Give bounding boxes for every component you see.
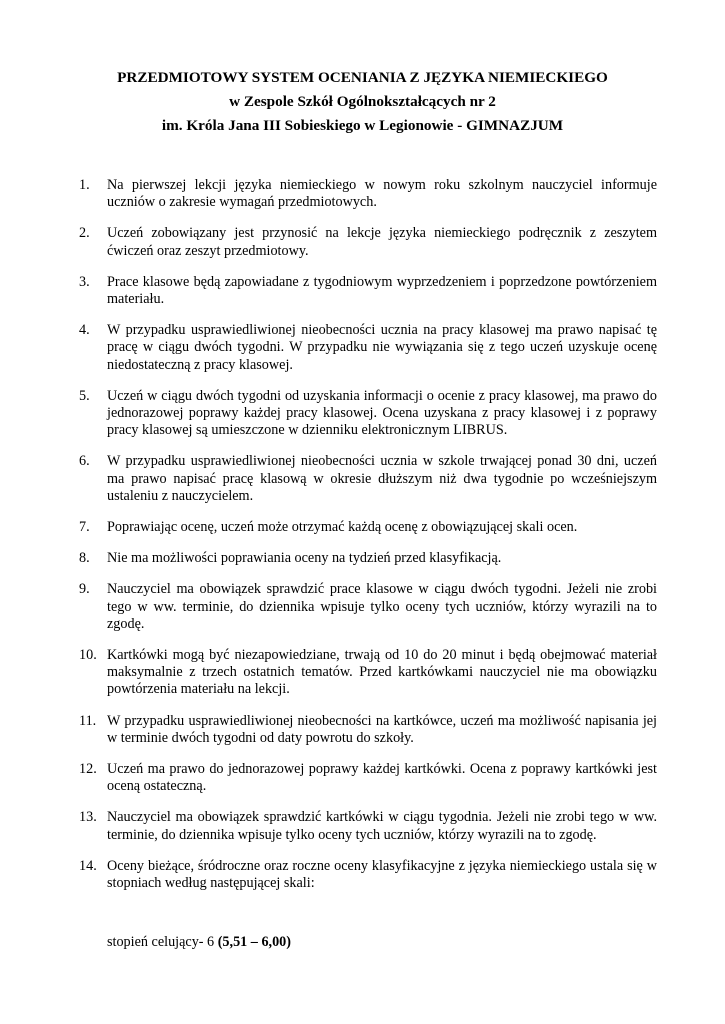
rule-item-14 [79, 858, 657, 892]
rule-item-5 [79, 388, 657, 440]
title-line-1: PRZEDMIOTOWY SYSTEM OCENIANIA Z JĘZYKA NIEMIECKIEGO [117, 69, 608, 86]
rule-item-13 [79, 809, 657, 843]
rule-text: Nauczyciel ma obowiązek sprawdzić prace klasowe w ciągu dwóch tygodni. Jeżeli nie zrobi tego w ww. terminie, do dziennika wpisuje tylko oceny tych uczniów, którzy wyrazili na to zgodę. [107, 581, 657, 632]
grade-label: stopień celujący- 6 [107, 934, 218, 950]
rule-number: 10. [79, 647, 97, 664]
rule-text: Uczeń ma prawo do jednorazowej poprawy każdej kartkówki. Ocena z poprawy kartkówki jest oceną ostateczną. [107, 761, 657, 795]
grade-range: (5,51 – 6,00) [217, 934, 291, 950]
rule-number: 1. [79, 177, 90, 193]
rules-list [79, 177, 657, 906]
rule-text: Oceny bieżące, śródroczne oraz roczne oceny klasyfikacyjne z języka niemieckiego ustala się w stopniach według następującej skali: [107, 857, 657, 892]
rule-number: 9. [79, 581, 90, 598]
rule-item-9 [79, 581, 657, 633]
rule-text: Nauczyciel ma obowiązek sprawdzić kartkówki w ciągu tygodnia. Jeżeli nie zrobi tego w ww. terminie, do dziennika wpisuje tylko oceny tych uczniów, którzy wyrazili na to zgodę. [107, 809, 657, 843]
rule-number: 5. [79, 387, 90, 404]
rule-text: Kartkówki mogą być niezapowiedziane, trwają od 10 do 20 minut i będą obejmować materiał maksymalnie z trzech ostatnich tematów. Przed kartkówkami nauczyciel nie ma obowiązku powtórzenia materiału na lekcji. [107, 647, 657, 698]
rule-item-3 [79, 274, 657, 308]
grade-scale-entry [107, 934, 291, 951]
rule-text: Uczeń w ciągu dwóch tygodni od uzyskania informacji o ocenie z pracy klasowej, ma prawo do jednorazowej poprawy każdej pracy klasowej. Ocena uzyskana z pracy klasowej i z poprawy pracy klasowej są umieszczone w dzienniku elektronicznym LIBRUS. [107, 387, 657, 439]
rule-number: 12. [79, 761, 97, 778]
rule-text: Na pierwszej lekcji języka niemieckiego w nowym roku szkolnym nauczyciel informuje uczniów o zakresie wymagań przedmiotowych. [107, 177, 657, 211]
rule-item-12 [79, 761, 657, 795]
rule-item-2 [79, 225, 657, 259]
rule-item-6 [79, 453, 657, 505]
rule-text: Poprawiając ocenę, uczeń może otrzymać każdą ocenę z obowiązującej skali ocen. [107, 519, 578, 536]
rule-item-8 [79, 550, 657, 567]
rule-number: 11. [79, 712, 97, 729]
rule-number: 7. [79, 519, 90, 536]
rule-text: W przypadku usprawiedliwionej nieobecności ucznia na pracy klasowej ma prawo napisać tę pracę w ciągu dwóch tygodni. W przypadku nie wywiązania się z tego uczeń uzyskuje ocenę niedostateczną z pracy klasowej. [107, 322, 657, 373]
rule-text: Uczeń zobowiązany jest przynosić na lekcje języka niemieckiego podręcznik z zeszytem ćwiczeń oraz zeszyt przedmiotowy. [107, 225, 657, 259]
title-line-3: im. Króla Jana III Sobieskiego w Legionowie - GIMNAZJUM [161, 117, 564, 134]
rule-number: 8. [79, 550, 90, 567]
title-line-2: w Zespole Szkół Ogólnokształcących nr 2 [229, 93, 496, 110]
document-title [60, 66, 665, 138]
rule-item-7 [79, 519, 657, 536]
rule-item-4 [79, 322, 657, 374]
rule-item-11 [79, 713, 657, 747]
rule-number: 2. [79, 225, 90, 242]
rule-number: 4. [79, 322, 90, 339]
rule-number: 13. [79, 809, 97, 826]
rule-number: 3. [79, 273, 90, 290]
rule-item-1 [79, 177, 657, 211]
rule-text: W przypadku usprawiedliwionej nieobecności na kartkówce, uczeń ma możliwość napisania jej w terminie dwóch tygodni od daty powrotu do szkoły. [107, 712, 657, 746]
rule-text: W przypadku usprawiedliwionej nieobecności ucznia w szkole trwającej ponad 30 dni, uczeń ma prawo napisać pracę klasową w okresie dłuższym niż dwa tygodnie po wcześniejszym ustaleniu z nauczycielem. [107, 453, 657, 504]
rule-item-10 [79, 647, 657, 699]
rule-text: Prace klasowe będą zapowiadane z tygodniowym wyprzedzeniem i poprzedzone powtórzeniem materiału. [107, 273, 657, 308]
rule-number: 14. [79, 857, 97, 874]
rule-text: Nie ma możliwości poprawiania oceny na tydzień przed klasyfikacją. [107, 550, 502, 567]
rule-number: 6. [79, 453, 90, 470]
